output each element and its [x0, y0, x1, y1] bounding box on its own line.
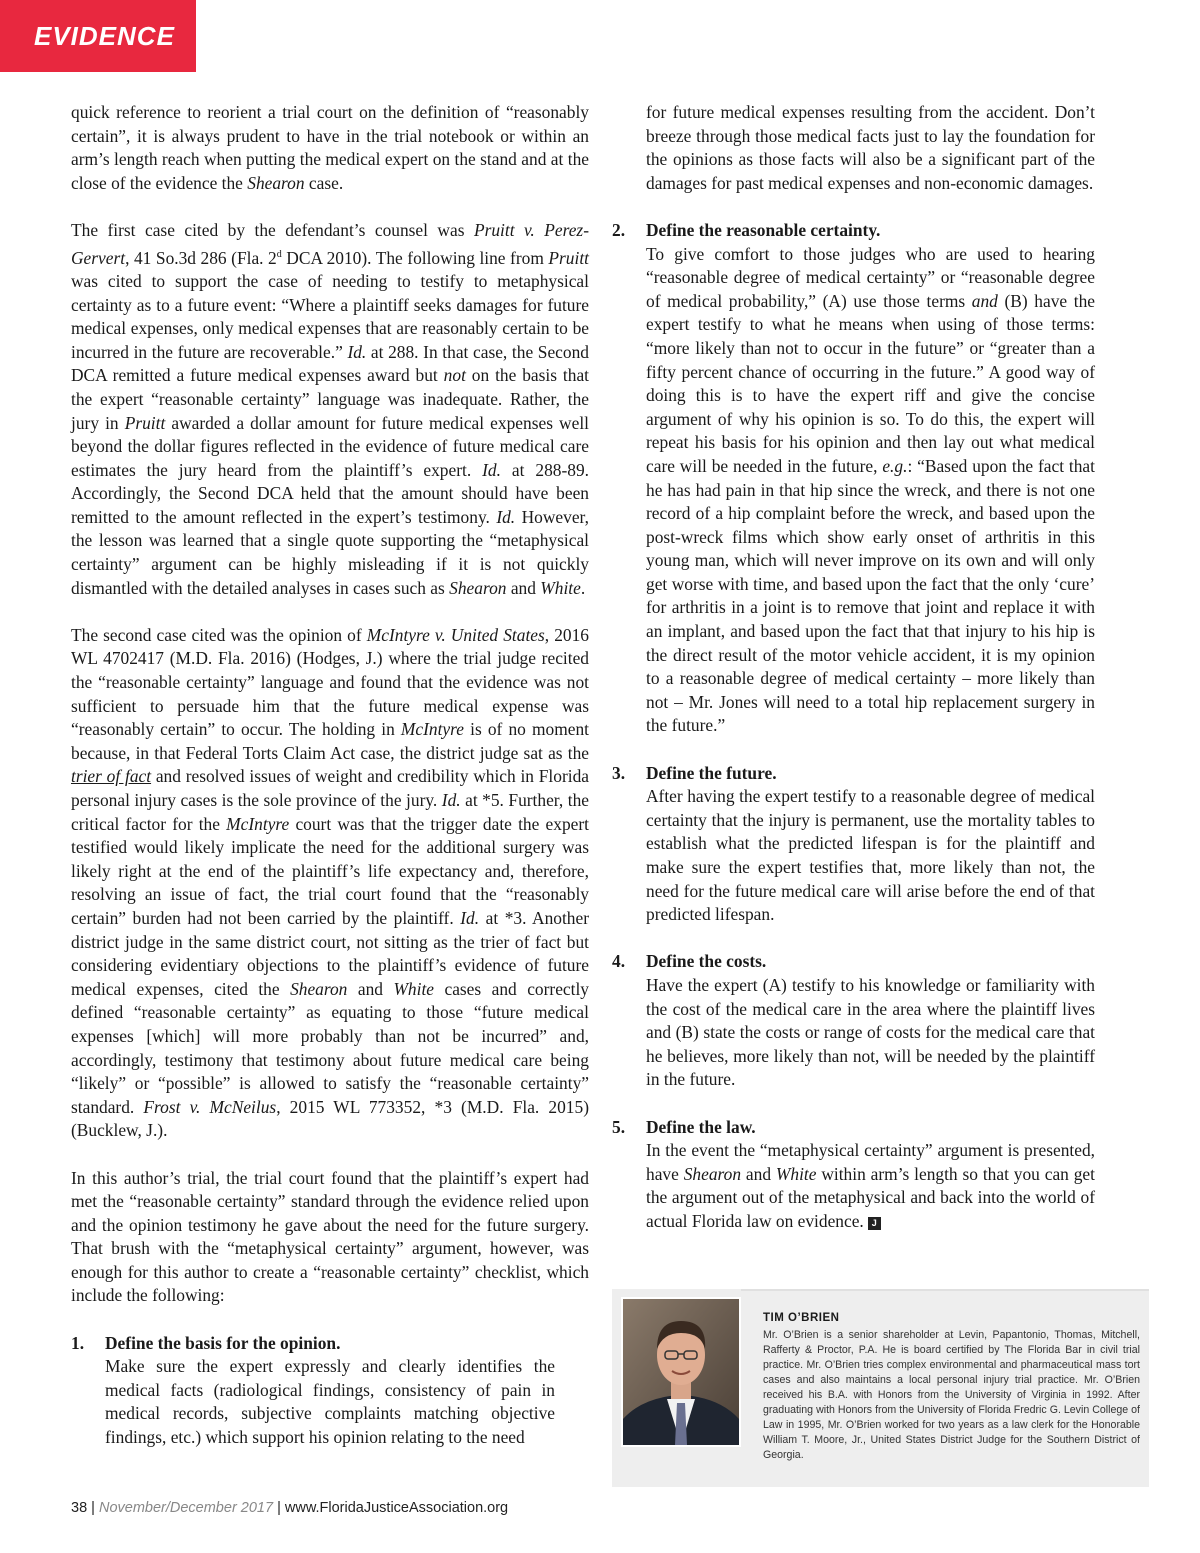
checklist-heading: Define the basis for the opinion. — [105, 1332, 341, 1353]
checklist-body: Make sure the expert expressly and clearly identifies the medical facts (radiological findings, consistency of pain in medical records, subjective complaints matching objective findings, etc.) which support his opinion relating to the need — [105, 1356, 555, 1448]
page-number: 38 — [71, 1500, 88, 1516]
author-name: TIM O’BRIEN — [763, 1312, 840, 1324]
checklist-number: 2. — [612, 219, 626, 240]
checklist-heading: Define the future. — [646, 762, 777, 783]
checklist-item-1 — [71, 1332, 555, 1450]
checklist-body: After having the expert testify to a reasonable degree of medical certainty that the injury is permanent, use the mortality tables to establish what the predicted lifespan is for the plaintiff and make sure the expert testifies that, more likely than not, the need for the future medical care will arise before the end of that predicted lifespan. — [646, 786, 1095, 925]
checklist-heading: Define the law. — [646, 1116, 756, 1137]
section-tab: EVIDENCE — [0, 0, 196, 72]
bio-divider — [741, 1289, 1149, 1291]
right-column — [612, 101, 1095, 1234]
continued-paragraph: for future medical expenses resulting from the accident. Don’t breeze through those medical facts just to lay the foundation for the opinions as those facts will also be a significant part of the damages for past medical expenses and non-economic damages. — [646, 102, 1095, 193]
checklist-number: 5. — [612, 1116, 626, 1137]
page-footer: 38 | November/December 2017 | www.FloridaJusticeAssociation.org — [71, 1500, 509, 1516]
checklist-number: 3. — [612, 762, 626, 783]
end-mark-icon: J — [868, 1217, 881, 1230]
checklist-heading: Define the costs. — [646, 951, 767, 972]
author-portrait-icon — [623, 1299, 739, 1445]
issue-date: November/December 2017 — [98, 1500, 274, 1516]
paragraph-1: quick reference to reorient a trial court on the definition of “reasonably certain”, it is always prudent to have in the trial notebook or within an arm’s length reach when putting the medical expert on the stand and at the close of the evidence the Shearon case. — [71, 102, 589, 193]
website-link[interactable]: www.FloridaJusticeAssociation.org — [284, 1500, 509, 1516]
checklist-heading: Define the reasonable certainty. — [646, 219, 881, 240]
checklist-item-2 — [612, 219, 1095, 738]
author-bio-text: Mr. O’Brien is a senior shareholder at Levin, Papantonio, Thomas, Mitchell, Rafferty & Proctor, P.A. He is board certified by The Florida Bar in civil trial practice. Mr. O’Brien tries complex environmental and pharmaceutical mass tort cases and also maintains a local personal injury trial practice. Mr. O’Brien received his B.A. with Honors from the University of Virginia in 1992. After graduating with Honors from the University of Florida Fredric G. Levin College of Law in 1995, Mr. O’Brien worked for two years as a law clerk for the Honorable William T. Moore, Jr., United States District Judge for the Southern District of Georgia. — [763, 1329, 1140, 1461]
checklist-number: 4. — [612, 951, 626, 972]
checklist-item-4 — [612, 950, 1095, 1092]
author-photo — [621, 1297, 741, 1447]
checklist-body: In the event the “metaphysical certainty” argument is presented, have Shearon and White within arm’s length so that you can get the argument out of the metaphysical and back into the world of actual Florida law on evidence. J — [646, 1140, 1095, 1231]
left-column — [71, 101, 589, 1450]
paragraph-2: The first case cited by the defendant’s counsel was Pruitt v. Perez-Gervert, 41 So.3d 286 (Fla. 2$^d$ DCA 2010). The following line from Pruitt was cited to support the case of needing to testify to metaphysical certainty as to a future event: “Where a plaintiff seeks damages for future medical expenses, only medical expenses that are reasonably certain to be incurred in the future are recoverable.” Id. at 288. In that case, the Second DCA remitted a future medical expenses award but not on the basis that the expert “reasonable certainty” language was inadequate. Rather, the jury in Pruitt awarded a dollar amount for future medical expenses well beyond the dollar figures reflected in the evidence of future medical care estimates the jury heard from the plaintiff’s expert. Id. at 288-89. Accordingly, the Second DCA held that the amount should have been remitted to the amount reflected in the expert’s testimony. Id. However, the lesson was learned that a single quote supporting the “metaphysical certainty” argument can be highly misleading if it is not quickly dismantled with the detailed analyses in cases such as Shearon and White. — [71, 219, 589, 598]
checklist-number: 1. — [71, 1332, 85, 1353]
paragraph-3: The second case cited was the opinion of McIntyre v. United States, 2016 WL 4702417 (M.D. Fla. 2016) (Hodges, J.) where the trial judge recited the “reasonable certainty” language and found that the evidence was not sufficient to persuade him that the future medical expense was “reasonably certain” to occur. The holding in McIntyre is of no moment because, in that Federal Torts Claim Act case, the district judge sat as the trier of fact and resolved issues of weight and credibility which in Florida personal injury cases is the sole province of the jury. Id. at *5. Further, the critical factor for the McIntyre court was that the trigger date the expert testified would likely implicate the need for the additional surgery was likely right at the end of the plaintiff’s life expectancy and, therefore, resolving an issue of fact, the trial court found that the “reasonably certain” burden had not been carried by the plaintiff. Id. at *3. Another district judge in the same district court, not sitting as the trier of fact but considering evidentiary objections to the plaintiff’s evidence of future medical expenses, cited the Shearon and White cases and correctly defined “reasonable certainty” as equating to those “future medical expenses [which] will more probably than not be incurred” and, accordingly, testimony that testimony about future medical care being “likely” or “possible” is allowed to satisfy the “reasonable certainty” standard. Frost v. McNeilus, 2015 WL 773352, *3 (M.D. Fla. 2015) (Bucklew, J.). — [71, 624, 590, 1141]
checklist-body: Have the expert (A) testify to his knowledge or familiarity with the cost of the medical care in the area where the plaintiff lives and (B) state the costs or range of costs for the medical care that he believes, more likely than not, will be needed by the plaintiff in the future. — [646, 974, 1095, 1090]
checklist-body: To give comfort to those judges who are used to hearing “reasonable degree of medical certainty” or “reasonable degree of medical probability,” (A) use those terms and (B) have the expert testify to what he means when using of those terms: “more likely than not to occur in the future” or “greater than a fifty percent chance of occurring in the future.” A good way of doing this is to have the expert riff and give the concise argument of why his opinion is so. To do this, the expert will repeat his basis for his opinion and then lay out what medical care will be needed in the future, e.g.: “Based upon the fact that he has had pain in that hip since the wreck, and there is not one record of a hip complaint before the wreck, and based upon the post-wreck films which show early onset of arthritis in this young man, which will never improve on its own and will only get worse with time, and based upon the fact that the only ‘cure’ for arthritis in a joint is to remove that joint and replace it with an implant, and based upon the fact that that injury to his hip is the direct result of the motor vehicle accident, it is my opinion to a reasonable degree of medical certainty – more likely than not – Mr. Jones will need to a total hip replacement surgery in the future.” — [646, 243, 1095, 736]
paragraph-4: In this author’s trial, the trial court found that the plaintiff’s expert had met the “reasonable certainty” standard through the evidence relied upon and the opinion testimony he gave about the need for the future surgery. That brush with the “metaphysical certainty” argument, however, was enough for this author to create a “reasonable certainty” checklist, which include the following: — [71, 1167, 589, 1306]
checklist-item-5 — [612, 1116, 1095, 1234]
checklist-item-3 — [612, 762, 1095, 927]
